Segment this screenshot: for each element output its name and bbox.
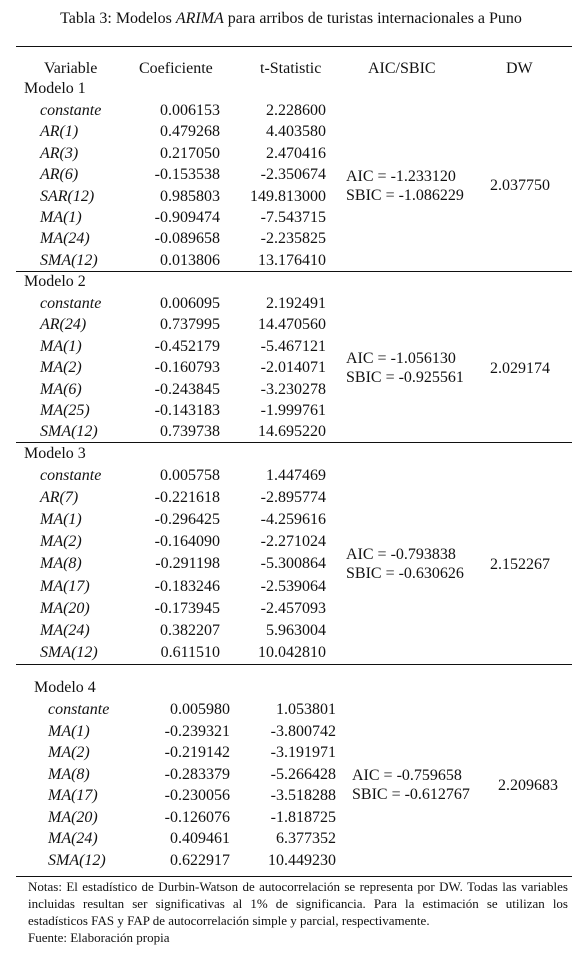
model-3-variable: AR(7) <box>40 489 79 507</box>
model-3-t-statistic: -2.539064 <box>260 577 326 595</box>
model-1-variable: constante <box>40 102 102 119</box>
model-2-coefficient: -0.452179 <box>154 337 220 355</box>
model-3-coefficient: -0.164090 <box>154 533 220 551</box>
model-1-sbic: SBIC = -1.086229 <box>346 186 464 204</box>
model-2-t-statistic: 14.470560 <box>258 316 326 334</box>
model-3-rule <box>16 664 572 665</box>
model-2-coefficient: 0.737995 <box>160 316 220 334</box>
model-4-coefficient: 0.005980 <box>170 701 230 718</box>
model-3-variable: MA(17) <box>40 577 90 595</box>
model-3-t-statistic: 10.042810 <box>258 643 326 661</box>
model-3-variable: constante <box>40 467 102 484</box>
model-3-label: Modelo 3 <box>24 445 86 462</box>
model-2-aic: AIC = -1.056130 <box>346 350 456 368</box>
model-4-aic: AIC = -0.759658 <box>352 767 462 785</box>
model-1-t-statistic: -2.235825 <box>260 230 326 248</box>
model-4-coefficient: 0.622917 <box>170 851 230 869</box>
model-1-coefficient: 0.985803 <box>160 187 220 205</box>
model-4-label: Modelo 4 <box>34 679 96 696</box>
header-dw: DW <box>506 60 533 77</box>
model-1-coefficient: 0.006153 <box>160 102 220 119</box>
caption-suffix: para arribos de turistas internacionales a Puno <box>223 10 522 27</box>
model-2-t-statistic: 14.695220 <box>258 423 326 441</box>
model-4-dw: 2.209683 <box>498 776 558 794</box>
model-4-variable: MA(24) <box>48 830 98 847</box>
table-notes <box>28 878 568 946</box>
model-3-coefficient: -0.291198 <box>155 555 220 573</box>
model-1-coefficient: 0.217050 <box>160 144 220 162</box>
model-3-aic: AIC = -0.793838 <box>346 546 456 564</box>
model-2-variable: MA(1) <box>40 337 82 355</box>
model-4-t-statistic: -3.518288 <box>270 787 336 804</box>
caption-emphasis: ARIMA <box>175 10 224 27</box>
model-2-dw: 2.029174 <box>490 359 550 377</box>
model-3-t-statistic: 5.963004 <box>266 621 326 639</box>
model-1-t-statistic: 4.403580 <box>266 123 326 141</box>
model-4-t-statistic: -3.191971 <box>270 744 336 761</box>
model-1-variable: MA(1) <box>40 209 82 226</box>
model-4-coefficient: -0.239321 <box>164 722 230 740</box>
model-4-sbic: SBIC = -0.612767 <box>352 786 470 804</box>
model-1-rule <box>16 271 572 272</box>
model-2-t-statistic: -2.014071 <box>260 359 326 377</box>
notes-text: Notas: El estadístico de Durbin-Watson de autocorrelación se representa por DW. Todas las variables incluidas resultan ser significativas al 1% de significancia. Para la estimación se utilizan los estadísticos FAS y FAP de autocorrelación simple y parcial, respectivamente. <box>28 879 568 928</box>
model-2-variable: MA(2) <box>40 359 82 377</box>
model-1-t-statistic: -2.350674 <box>260 166 326 184</box>
model-1-variable: SMA(12) <box>40 251 98 269</box>
model-2-variable: SMA(12) <box>40 423 98 441</box>
model-4-coefficient: 0.409461 <box>170 830 230 847</box>
model-4-t-statistic: -1.818725 <box>270 808 336 826</box>
model-1-coefficient: -0.909474 <box>154 209 220 226</box>
model-2-coefficient: -0.143183 <box>154 402 220 419</box>
model-1-t-statistic: 13.176410 <box>258 251 326 269</box>
model-2-label: Modelo 2 <box>24 273 86 290</box>
model-4-variable: MA(8) <box>48 765 90 783</box>
model-2-t-statistic: -3.230278 <box>260 380 326 398</box>
model-3-coefficient: 0.611510 <box>160 643 220 661</box>
model-2-t-statistic: 2.192491 <box>266 295 326 312</box>
model-3-variable: MA(24) <box>40 621 90 639</box>
table-caption <box>0 10 582 28</box>
model-3-t-statistic: 1.447469 <box>266 467 326 484</box>
model-4-t-statistic: 1.053801 <box>276 701 336 718</box>
model-3-dw: 2.152267 <box>490 555 550 573</box>
header-aic-sbic: AIC/SBIC <box>368 60 436 77</box>
model-1-coefficient: 0.013806 <box>160 251 220 269</box>
model-1-t-statistic: 2.228600 <box>266 102 326 119</box>
model-1-label: Modelo 1 <box>24 80 86 97</box>
notes-source: Fuente: Elaboración propia <box>28 930 170 945</box>
model-3-variable: MA(8) <box>40 555 82 573</box>
model-2-variable: MA(6) <box>40 380 82 398</box>
model-2-t-statistic: -5.467121 <box>260 337 326 355</box>
model-4-coefficient: -0.219142 <box>164 744 230 761</box>
header-coeficiente: Coeficiente <box>139 60 213 77</box>
model-3-coefficient: -0.221618 <box>154 489 220 507</box>
model-4-t-statistic: 6.377352 <box>276 830 336 847</box>
model-3-t-statistic: -2.271024 <box>260 533 326 551</box>
model-4-variable: MA(17) <box>48 787 98 804</box>
model-4-t-statistic: -5.266428 <box>270 765 336 783</box>
model-1-variable: MA(24) <box>40 230 90 248</box>
model-3-coefficient: -0.296425 <box>154 511 220 529</box>
model-4-variable: SMA(12) <box>48 851 106 869</box>
model-3-variable: MA(2) <box>40 533 82 551</box>
model-3-t-statistic: -2.457093 <box>260 599 326 617</box>
model-3-variable: SMA(12) <box>40 643 98 661</box>
model-4-coefficient: -0.230056 <box>164 787 230 804</box>
model-4-t-statistic: 10.449230 <box>268 851 336 869</box>
model-2-coefficient: -0.160793 <box>154 359 220 377</box>
model-4-t-statistic: -3.800742 <box>270 722 336 740</box>
model-1-variable: SAR(12) <box>40 187 95 205</box>
top-rule <box>16 46 572 47</box>
header-t-statistic: t-Statistic <box>260 60 322 77</box>
model-3-coefficient: 0.382207 <box>160 621 220 639</box>
model-4-rule <box>16 876 572 877</box>
model-4-coefficient: -0.283379 <box>164 765 230 783</box>
model-2-variable: constante <box>40 295 102 312</box>
model-4-variable: constante <box>48 701 110 718</box>
model-2-coefficient: 0.006095 <box>160 295 220 312</box>
model-1-dw: 2.037750 <box>490 177 550 195</box>
model-3-t-statistic: -2.895774 <box>260 489 326 507</box>
model-1-variable: AR(3) <box>40 144 79 162</box>
model-1-t-statistic: 2.470416 <box>266 144 326 162</box>
caption-prefix: Tabla 3: Modelos <box>60 10 176 27</box>
model-4-coefficient: -0.126076 <box>164 808 230 826</box>
model-2-coefficient: 0.739738 <box>160 423 220 441</box>
model-2-coefficient: -0.243845 <box>154 380 220 398</box>
model-1-coefficient: 0.479268 <box>160 123 220 141</box>
model-4-variable: MA(1) <box>48 722 90 740</box>
model-2-rule <box>16 442 572 443</box>
model-3-t-statistic: -5.300864 <box>260 555 326 573</box>
model-2-variable: MA(25) <box>40 402 90 419</box>
model-1-t-statistic: 149.813000 <box>250 187 326 205</box>
model-3-coefficient: 0.005758 <box>160 467 220 484</box>
model-1-coefficient: -0.153538 <box>154 166 220 184</box>
model-1-coefficient: -0.089658 <box>154 230 220 248</box>
model-3-coefficient: -0.173945 <box>154 599 220 617</box>
model-4-variable: MA(2) <box>48 744 90 761</box>
model-3-variable: MA(20) <box>40 599 90 617</box>
model-2-t-statistic: -1.999761 <box>260 402 326 419</box>
model-3-t-statistic: -4.259616 <box>260 511 326 529</box>
model-1-variable: AR(6) <box>40 166 79 184</box>
model-4-variable: MA(20) <box>48 808 98 826</box>
model-2-sbic: SBIC = -0.925561 <box>346 369 464 387</box>
model-1-aic: AIC = -1.233120 <box>346 167 456 185</box>
model-2-variable: AR(24) <box>40 316 87 334</box>
model-1-variable: AR(1) <box>40 123 79 141</box>
header-variable: Variable <box>44 60 98 77</box>
model-3-variable: MA(1) <box>40 511 82 529</box>
model-3-coefficient: -0.183246 <box>154 577 220 595</box>
model-1-t-statistic: -7.543715 <box>260 209 326 226</box>
model-3-sbic: SBIC = -0.630626 <box>346 565 464 583</box>
